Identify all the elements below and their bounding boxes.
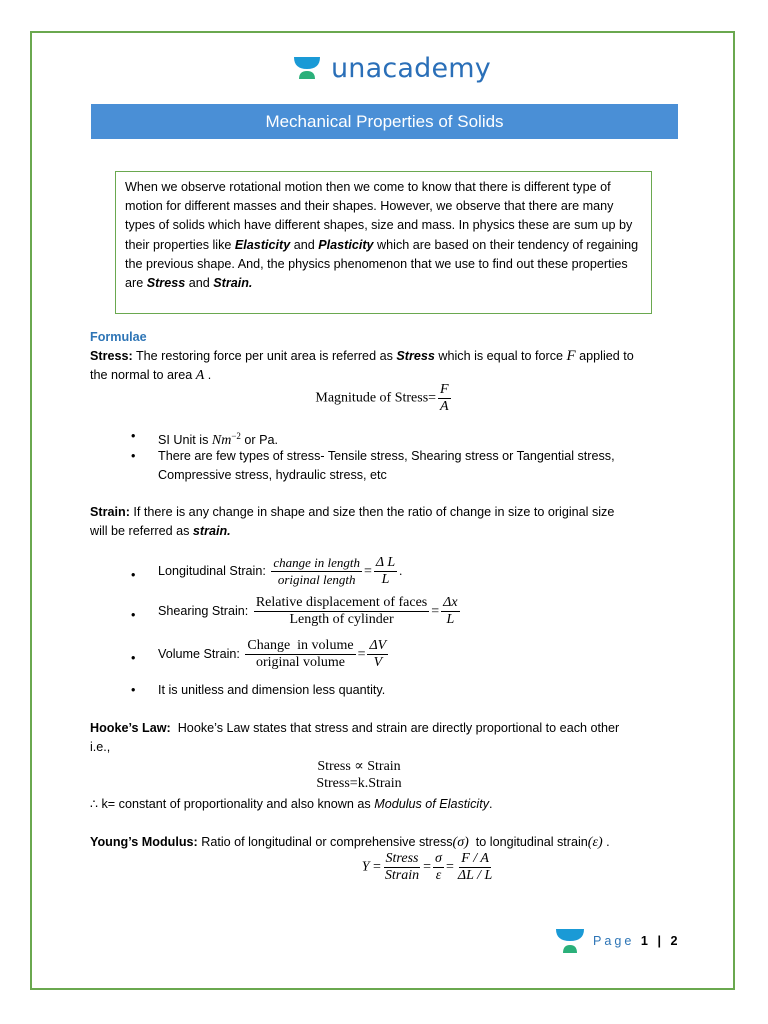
strain-text-1: If there is any change in shape and size then the ratio of change in size to original size [129, 505, 615, 519]
shearing-denominator-2: L [446, 612, 455, 627]
si-unit-symbol: Nm [211, 433, 232, 449]
hooke-line-2: i.e., [90, 740, 111, 754]
young-equals-2: = [423, 859, 432, 875]
intro-text-1: When we observe rotational motion then we come to know that there is different type of motion for different masses and their shapes. However, we observe that there are many types of solids which have different shapes, size and mass. In physics these are sum up by their properties like [125, 180, 633, 252]
strain-term: Strain. [213, 276, 253, 291]
intro-and-2: and [185, 276, 214, 291]
strain-text-2: will be referred as [90, 524, 193, 538]
shearing-denominator: Length of cylinder [289, 612, 394, 627]
hooke-line-3 [90, 795, 493, 814]
stress-formula-denominator: A [440, 399, 449, 414]
young-label: Young’s Modulus: [90, 835, 198, 849]
elasticity-term: Elasticity [234, 237, 291, 252]
hooke-text-3: k= constant of proportionality and also known as [98, 797, 375, 811]
unacademy-footer-icon [555, 928, 585, 954]
young-definition [90, 833, 610, 852]
hooke-formula-2: Stress=k.Strain [316, 776, 402, 791]
strain-definition-line-2 [90, 522, 231, 541]
stress-line2-end: . [204, 368, 212, 382]
longitudinal-denominator: original length [277, 572, 356, 587]
young-text-2: to longitudinal strain [468, 835, 588, 849]
strain-definition-line-1 [90, 503, 614, 522]
young-numerator-2: σ [435, 851, 442, 866]
stress-definition-line-1 [90, 347, 634, 366]
current-page: 1 [640, 934, 651, 948]
strain-label: Strain: [90, 505, 130, 519]
young-formula [45, 852, 768, 883]
longitudinal-strain-label: Longitudinal Strain: [158, 564, 270, 578]
young-text-1: Ratio of longitudinal or comprehensive stress [197, 835, 453, 849]
young-equals-3: = [445, 859, 454, 875]
longitudinal-equals: = [363, 564, 372, 579]
page-title [91, 104, 678, 139]
shearing-numerator-2: Δx [443, 595, 458, 610]
unitless-text: It is unitless and dimension less quantity. [158, 683, 386, 697]
stress-types-line-2: Compressive stress, hydraulic stress, etc [158, 468, 387, 482]
longitudinal-numerator-2: Δ L [375, 555, 396, 570]
shearing-equals: = [431, 604, 440, 619]
young-Y: Y [361, 859, 370, 875]
volume-denominator: original volume [255, 655, 345, 670]
plasticity-term: Plasticity [318, 237, 374, 252]
page-word: Page [593, 934, 635, 948]
formulae-heading: Formulae [90, 330, 147, 344]
volume-numerator: Change in volume [247, 638, 354, 653]
volume-equals: = [357, 647, 366, 662]
stress-text-1: The restoring force per unit area is referred as [132, 349, 397, 363]
hooke-formula-1: Stress ∝ Strain [317, 759, 401, 774]
si-unit-end: or Pa. [240, 433, 279, 448]
stress-types-line-1: There are few types of stress- Tensile stress, Shearing stress or Tangential stress, [158, 449, 615, 463]
longitudinal-denominator-2: L [381, 572, 390, 587]
stress-term: Stress [146, 276, 186, 291]
total-pages: 2 [670, 934, 681, 948]
stress-text-2: which is equal to force [434, 349, 567, 363]
stress-formula-numerator: F [440, 382, 449, 397]
volume-numerator-2: ΔV [369, 638, 387, 653]
intro-and-1: and [290, 237, 319, 252]
page-separator: | [657, 934, 664, 948]
longitudinal-numerator: change in length [273, 555, 360, 570]
stress-label: Stress: [90, 349, 133, 363]
intro-text-2: which are based on their tendency of regaining the previous shape. And, the physics phenomenon that we use to find out these properties are [125, 237, 639, 291]
brand-name: unacademy [331, 52, 491, 84]
young-numerator-1: Stress [385, 851, 419, 866]
longitudinal-end: . [399, 564, 403, 578]
force-symbol: F [566, 348, 576, 364]
stress-word: Stress [396, 349, 435, 363]
page-number [593, 934, 680, 948]
stress-formula-lhs: Magnitude of Stress= [315, 390, 437, 406]
modulus-of-elasticity: Modulus of Elasticity [374, 797, 489, 811]
young-text-3: . [602, 835, 610, 849]
young-equals-1: = [373, 859, 381, 875]
intro-box [115, 171, 652, 314]
sigma-symbol: (σ) [452, 835, 469, 850]
shearing-strain-label: Shearing Strain: [158, 604, 252, 618]
young-denominator-1: Strain [384, 868, 420, 883]
hooke-label: Hooke’s Law: [90, 721, 171, 735]
page-title-text: Mechanical Properties of Solids [265, 111, 504, 131]
therefore-symbol: ∴ [90, 797, 99, 811]
stress-formula [0, 383, 768, 414]
stress-text-3: applied to [575, 349, 634, 363]
young-numerator-3: F / A [461, 851, 489, 866]
hooke-line-1 [90, 719, 619, 738]
si-unit-exponent: −2 [231, 431, 241, 441]
strain-word: strain. [192, 524, 231, 538]
young-denominator-2: ε [435, 868, 442, 883]
volume-denominator-2: V [373, 655, 383, 670]
volume-strain-label: Volume Strain: [158, 647, 244, 661]
area-symbol: A [195, 368, 205, 383]
hooke-text-3-end: . [489, 797, 493, 811]
epsilon-symbol: (ε) [587, 835, 603, 850]
stress-line2-text: the normal to area [90, 368, 196, 382]
brand-logo [292, 50, 491, 86]
unacademy-logo-icon [292, 55, 322, 81]
si-unit-text: SI Unit is [158, 433, 212, 448]
shearing-numerator: Relative displacement of faces [255, 595, 428, 610]
young-denominator-3: ΔL / L [457, 868, 493, 883]
hooke-text-1: Hooke’s Law states that stress and strain are directly proportional to each other [170, 721, 620, 735]
page-footer [555, 928, 680, 954]
